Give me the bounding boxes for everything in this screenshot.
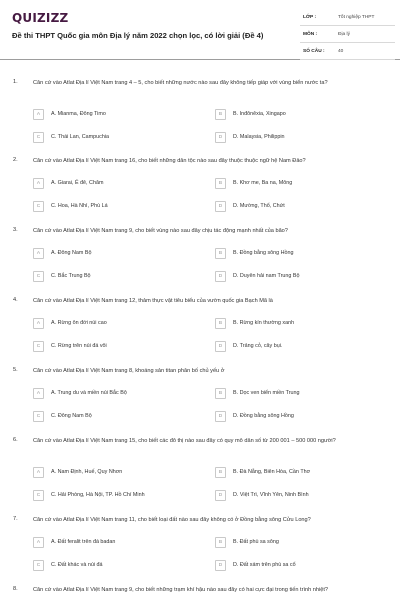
option-text: D. Malaysia, Philippin — [233, 134, 285, 140]
option-letter-box: A — [33, 537, 44, 548]
option-letter-box: A — [33, 178, 44, 189]
option-letter-box: D — [215, 341, 226, 352]
option-letter-box: D — [215, 271, 226, 282]
question-text: Căn cứ vào Atlat Địa lí Việt Nam trang 11, cho biết loại đất nào sau đây không có ở Đồng bằng sông Cửu Long? — [33, 517, 311, 523]
option-b[interactable] — [215, 537, 385, 548]
question-number: 5. — [13, 367, 18, 373]
question-text: Căn cứ vào Atlat Địa lí Việt Nam trang 9, cho biết những trạm khí hậu nào sau đây có hai cực đại trong tiến trình nhiệt? — [33, 587, 329, 593]
option-letter-box: D — [215, 560, 226, 571]
option-text: C. Đất khác và núi đá — [51, 562, 103, 568]
option-text: D. Việt Trì, Vĩnh Yên, Ninh Bình — [233, 492, 309, 498]
option-letter-box: C — [33, 341, 44, 352]
option-letter-box: B — [215, 109, 226, 120]
option-text: A. Đông Nam Bộ — [51, 250, 92, 256]
info-value: 40 — [338, 49, 344, 54]
option-letter-box: A — [33, 248, 44, 259]
option-a[interactable] — [33, 318, 203, 329]
option-letter-box: D — [215, 411, 226, 422]
option-d[interactable] — [215, 411, 385, 422]
question-text: Căn cứ vào Atlat Địa lí Việt Nam trang 15, cho biết các đô thị nào sau đây có quy mô dân số từ 200 001 – 500 000 người? — [33, 438, 336, 444]
option-letter-box: B — [215, 248, 226, 259]
question-number: 8. — [13, 586, 18, 592]
option-c[interactable] — [33, 201, 203, 212]
option-c[interactable] — [33, 490, 203, 501]
option-text: C. Đông Nam Bộ — [51, 413, 92, 419]
info-value: Địa lý — [338, 32, 350, 37]
option-text: A. Mianma, Đông Timo — [51, 111, 106, 117]
option-letter-box: C — [33, 271, 44, 282]
option-a[interactable] — [33, 248, 203, 259]
option-d[interactable] — [215, 132, 385, 143]
option-text: B. Rừng kín thường xanh — [233, 320, 295, 326]
option-letter-box: A — [33, 388, 44, 399]
option-text: A. Nam Định, Huế, Quy Nhơn — [51, 469, 123, 475]
option-text: C. Bắc Trung Bộ — [51, 273, 91, 279]
option-a[interactable] — [33, 537, 203, 548]
option-a[interactable] — [33, 109, 203, 120]
info-row-count — [300, 46, 395, 60]
option-text: D. Duyên hải nam Trung Bộ — [233, 273, 300, 279]
option-text: D. Đất xám trên phù sa cổ — [233, 562, 296, 568]
option-letter-box: C — [33, 411, 44, 422]
page-title: Đề thi THPT Quốc gia môn Địa lý năm 2022 chọn lọc, có lời giải (Đề 4) — [12, 31, 264, 40]
option-b[interactable] — [215, 467, 385, 478]
info-row-class — [300, 12, 395, 26]
option-letter-box: D — [215, 201, 226, 212]
info-label: LỚP : — [303, 15, 317, 20]
option-letter-box: A — [33, 467, 44, 478]
option-a[interactable] — [33, 388, 203, 399]
question-number: 4. — [13, 297, 18, 303]
option-b[interactable] — [215, 178, 385, 189]
question-number: 1. — [13, 79, 18, 85]
option-text: C. Rừng trên núi đá vôi — [51, 343, 107, 349]
option-letter-box: A — [33, 109, 44, 120]
question-text: Căn cứ vào Atlat Địa lí Việt Nam trang 4 – 5, cho biết những nước nào sau đây không tiếp giáp với vùng biển nước ta? — [33, 80, 328, 86]
option-c[interactable] — [33, 560, 203, 571]
question-number: 3. — [13, 227, 18, 233]
question-number: 2. — [13, 157, 18, 163]
info-row-subject — [300, 29, 395, 43]
question-text: Căn cứ vào Atlat Địa lí Việt Nam trang 12, thảm thực vật tiêu biểu của vườn quốc gia Bạch Mã là — [33, 298, 273, 304]
option-letter-box: B — [215, 178, 226, 189]
option-b[interactable] — [215, 109, 385, 120]
option-text: D. Đồng bằng sông Hồng — [233, 413, 294, 419]
option-text: C. Hải Phòng, Hà Nội, TP. Hồ Chí Minh — [51, 492, 145, 498]
option-letter-box: B — [215, 388, 226, 399]
option-d[interactable] — [215, 490, 385, 501]
option-letter-box: B — [215, 318, 226, 329]
option-text: B. Khơ me, Ba na, Mông — [233, 180, 293, 186]
option-b[interactable] — [215, 388, 385, 399]
option-letter-box: D — [215, 490, 226, 501]
option-letter-box: C — [33, 560, 44, 571]
option-text: B. Dọc ven biển miền Trung — [233, 390, 300, 396]
info-label: MÔN : — [303, 32, 318, 37]
option-letter-box: B — [215, 537, 226, 548]
option-d[interactable] — [215, 201, 385, 212]
option-text: A. Giarai, Ê đê, Chăm — [51, 180, 104, 186]
info-panel — [300, 12, 395, 63]
option-text: D. Trảng cỏ, cây bụi. — [233, 343, 283, 349]
option-text: C. Hoa, Hà Nhì, Phù Lá — [51, 203, 108, 209]
option-text: C. Thái Lan, Campuchia — [51, 134, 110, 140]
option-letter-box: C — [33, 201, 44, 212]
option-text: D. Mường, Thổ, Chứt — [233, 203, 285, 209]
option-text: B. Đà Nẵng, Biên Hòa, Cần Thơ — [233, 469, 311, 475]
option-b[interactable] — [215, 248, 385, 259]
option-d[interactable] — [215, 560, 385, 571]
option-d[interactable] — [215, 271, 385, 282]
info-value: Tốt nghiệp THPT — [338, 15, 375, 20]
option-text: B. Đồng bằng sông Hồng — [233, 250, 294, 256]
option-letter-box: C — [33, 490, 44, 501]
option-c[interactable] — [33, 271, 203, 282]
question-number: 6. — [13, 437, 18, 443]
option-text: B. Đất phù sa sông — [233, 539, 279, 545]
option-a[interactable] — [33, 178, 203, 189]
question-text: Căn cứ vào Atlat Địa lí Việt Nam trang 16, cho biết những dân tộc nào sau đây thuộc thuộc ngữ hệ Nam Đảo? — [33, 158, 306, 164]
option-c[interactable] — [33, 341, 203, 352]
option-letter-box: B — [215, 467, 226, 478]
option-a[interactable] — [33, 467, 203, 478]
option-c[interactable] — [33, 411, 203, 422]
option-c[interactable] — [33, 132, 203, 143]
question-text: Căn cứ vào Atlat Địa lí Việt Nam trang 9, cho biết vùng nào sau đây chịu tác động mạnh nhất của bão? — [33, 228, 288, 234]
option-text: A. Đất feralit trên đá badan — [51, 539, 116, 545]
info-label: SỐ CÂU : — [303, 49, 325, 54]
option-letter-box: D — [215, 132, 226, 143]
option-letter-box: C — [33, 132, 44, 143]
question-number: 7. — [13, 516, 18, 522]
page-header — [0, 0, 400, 60]
option-text: A. Rừng ôn đới núi cao — [51, 320, 107, 326]
option-letter-box: A — [33, 318, 44, 329]
option-b[interactable] — [215, 318, 385, 329]
option-text: A. Trung du và miền núi Bắc Bộ — [51, 390, 127, 396]
question-text: Căn cứ vào Atlat Địa lí Việt Nam trang 8, khoáng sản titan phân bố chủ yếu ở — [33, 368, 225, 374]
quizizz-logo: QUIZIZZ — [12, 11, 69, 25]
option-text: B. Inđônêxia, Xingapo — [233, 111, 286, 117]
option-d[interactable] — [215, 341, 385, 352]
